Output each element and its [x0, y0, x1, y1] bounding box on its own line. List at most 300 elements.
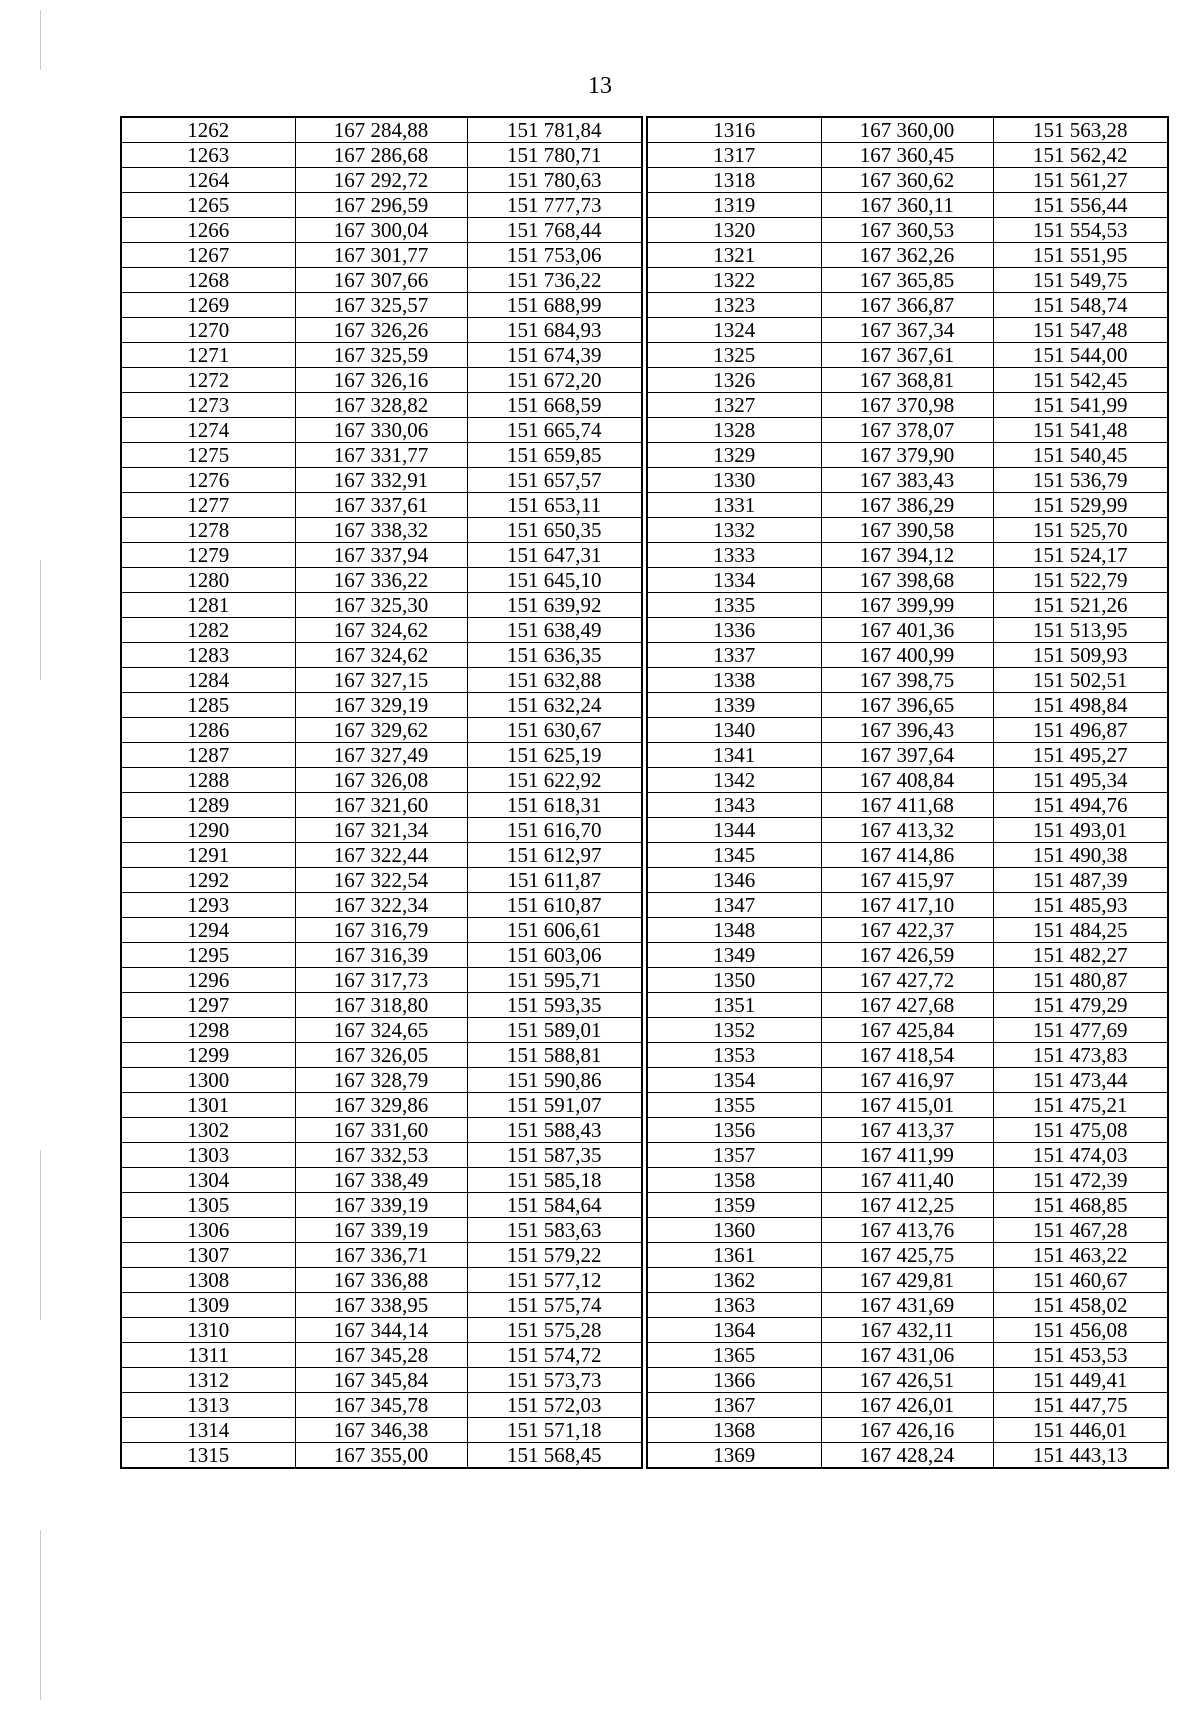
x-coordinate-cell: 167 411,68 — [821, 793, 993, 818]
point-number-cell: 1296 — [121, 968, 295, 993]
y-coordinate-cell: 151 474,03 — [993, 1143, 1168, 1168]
y-coordinate-cell: 151 522,79 — [993, 568, 1168, 593]
table-row — [121, 518, 642, 543]
table-row — [647, 468, 1168, 493]
point-number-cell: 1299 — [121, 1043, 295, 1068]
table-row — [647, 218, 1168, 243]
y-coordinate-cell: 151 542,45 — [993, 368, 1168, 393]
table-row — [121, 117, 642, 143]
table-row — [121, 568, 642, 593]
x-coordinate-cell: 167 326,26 — [295, 318, 467, 343]
table-row — [121, 768, 642, 793]
point-number-cell: 1326 — [647, 368, 821, 393]
point-number-cell: 1350 — [647, 968, 821, 993]
y-coordinate-cell: 151 674,39 — [467, 343, 642, 368]
y-coordinate-cell: 151 659,85 — [467, 443, 642, 468]
table-row — [121, 468, 642, 493]
y-coordinate-cell: 151 606,61 — [467, 918, 642, 943]
point-number-cell: 1346 — [647, 868, 821, 893]
x-coordinate-cell: 167 317,73 — [295, 968, 467, 993]
point-number-cell: 1267 — [121, 243, 295, 268]
point-number-cell: 1324 — [647, 318, 821, 343]
table-row — [121, 1418, 642, 1443]
y-coordinate-cell: 151 536,79 — [993, 468, 1168, 493]
point-number-cell: 1275 — [121, 443, 295, 468]
table-row — [647, 268, 1168, 293]
y-coordinate-cell: 151 484,25 — [993, 918, 1168, 943]
y-coordinate-cell: 151 636,35 — [467, 643, 642, 668]
point-number-cell: 1264 — [121, 168, 295, 193]
x-coordinate-cell: 167 322,44 — [295, 843, 467, 868]
y-coordinate-cell: 151 529,99 — [993, 493, 1168, 518]
x-coordinate-cell: 167 398,68 — [821, 568, 993, 593]
table-row — [647, 568, 1168, 593]
table-row — [647, 1193, 1168, 1218]
x-coordinate-cell: 167 322,54 — [295, 868, 467, 893]
y-coordinate-cell: 151 591,07 — [467, 1093, 642, 1118]
table-row — [647, 918, 1168, 943]
x-coordinate-cell: 167 345,78 — [295, 1393, 467, 1418]
table-row — [121, 893, 642, 918]
x-coordinate-cell: 167 360,45 — [821, 143, 993, 168]
x-coordinate-cell: 167 415,97 — [821, 868, 993, 893]
table-row — [647, 843, 1168, 868]
y-coordinate-cell: 151 562,42 — [993, 143, 1168, 168]
x-coordinate-cell: 167 394,12 — [821, 543, 993, 568]
x-coordinate-cell: 167 367,34 — [821, 318, 993, 343]
y-coordinate-cell: 151 541,48 — [993, 418, 1168, 443]
table-row — [121, 1193, 642, 1218]
point-number-cell: 1286 — [121, 718, 295, 743]
table-row — [647, 1268, 1168, 1293]
x-coordinate-cell: 167 336,22 — [295, 568, 467, 593]
x-coordinate-cell: 167 329,19 — [295, 693, 467, 718]
point-number-cell: 1323 — [647, 293, 821, 318]
y-coordinate-cell: 151 568,45 — [467, 1443, 642, 1469]
y-coordinate-cell: 151 496,87 — [993, 718, 1168, 743]
x-coordinate-cell: 167 390,58 — [821, 518, 993, 543]
point-number-cell: 1369 — [647, 1443, 821, 1469]
x-coordinate-cell: 167 360,62 — [821, 168, 993, 193]
table-row — [647, 1318, 1168, 1343]
x-coordinate-cell: 167 318,80 — [295, 993, 467, 1018]
table-row — [121, 268, 642, 293]
y-coordinate-cell: 151 561,27 — [993, 168, 1168, 193]
table-row — [647, 1243, 1168, 1268]
point-number-cell: 1271 — [121, 343, 295, 368]
x-coordinate-cell: 167 408,84 — [821, 768, 993, 793]
point-number-cell: 1301 — [121, 1093, 295, 1118]
table-row — [121, 1018, 642, 1043]
table-row — [647, 643, 1168, 668]
x-coordinate-cell: 167 336,88 — [295, 1268, 467, 1293]
y-coordinate-cell: 151 493,01 — [993, 818, 1168, 843]
x-coordinate-cell: 167 292,72 — [295, 168, 467, 193]
point-number-cell: 1288 — [121, 768, 295, 793]
table-row — [121, 818, 642, 843]
y-coordinate-cell: 151 541,99 — [993, 393, 1168, 418]
x-coordinate-cell: 167 337,61 — [295, 493, 467, 518]
y-coordinate-cell: 151 753,06 — [467, 243, 642, 268]
y-coordinate-cell: 151 688,99 — [467, 293, 642, 318]
point-number-cell: 1285 — [121, 693, 295, 718]
table-row — [121, 1293, 642, 1318]
x-coordinate-cell: 167 325,30 — [295, 593, 467, 618]
y-coordinate-cell: 151 585,18 — [467, 1168, 642, 1193]
coordinates-table-left — [120, 116, 643, 1469]
x-coordinate-cell: 167 401,36 — [821, 618, 993, 643]
x-coordinate-cell: 167 422,37 — [821, 918, 993, 943]
point-number-cell: 1268 — [121, 268, 295, 293]
y-coordinate-cell: 151 453,53 — [993, 1343, 1168, 1368]
point-number-cell: 1278 — [121, 518, 295, 543]
point-number-cell: 1319 — [647, 193, 821, 218]
y-coordinate-cell: 151 668,59 — [467, 393, 642, 418]
x-coordinate-cell: 167 432,11 — [821, 1318, 993, 1343]
point-number-cell: 1292 — [121, 868, 295, 893]
x-coordinate-cell: 167 370,98 — [821, 393, 993, 418]
table-row — [121, 1368, 642, 1393]
page-number: 13 — [588, 73, 612, 99]
point-number-cell: 1293 — [121, 893, 295, 918]
x-coordinate-cell: 167 337,94 — [295, 543, 467, 568]
y-coordinate-cell: 151 610,87 — [467, 893, 642, 918]
x-coordinate-cell: 167 429,81 — [821, 1268, 993, 1293]
x-coordinate-cell: 167 284,88 — [295, 117, 467, 143]
table-row — [121, 793, 642, 818]
x-coordinate-cell: 167 426,16 — [821, 1418, 993, 1443]
point-number-cell: 1287 — [121, 743, 295, 768]
x-coordinate-cell: 167 426,59 — [821, 943, 993, 968]
y-coordinate-cell: 151 575,74 — [467, 1293, 642, 1318]
point-number-cell: 1367 — [647, 1393, 821, 1418]
table-row — [121, 1143, 642, 1168]
x-coordinate-cell: 167 425,84 — [821, 1018, 993, 1043]
y-coordinate-cell: 151 487,39 — [993, 868, 1168, 893]
y-coordinate-cell: 151 589,01 — [467, 1018, 642, 1043]
table-row — [121, 1218, 642, 1243]
table-row — [647, 1168, 1168, 1193]
x-coordinate-cell: 167 331,77 — [295, 443, 467, 468]
point-number-cell: 1263 — [121, 143, 295, 168]
point-number-cell: 1363 — [647, 1293, 821, 1318]
x-coordinate-cell: 167 431,06 — [821, 1343, 993, 1368]
y-coordinate-cell: 151 593,35 — [467, 993, 642, 1018]
scan-artifact-line — [40, 560, 41, 680]
point-number-cell: 1306 — [121, 1218, 295, 1243]
table-row — [121, 1093, 642, 1118]
point-number-cell: 1315 — [121, 1443, 295, 1469]
point-number-cell: 1298 — [121, 1018, 295, 1043]
x-coordinate-cell: 167 325,59 — [295, 343, 467, 368]
point-number-cell: 1332 — [647, 518, 821, 543]
x-coordinate-cell: 167 413,37 — [821, 1118, 993, 1143]
point-number-cell: 1327 — [647, 393, 821, 418]
table-row — [647, 168, 1168, 193]
table-row — [647, 793, 1168, 818]
x-coordinate-cell: 167 365,85 — [821, 268, 993, 293]
x-coordinate-cell: 167 307,66 — [295, 268, 467, 293]
table-row — [121, 593, 642, 618]
point-number-cell: 1328 — [647, 418, 821, 443]
point-number-cell: 1294 — [121, 918, 295, 943]
point-number-cell: 1282 — [121, 618, 295, 643]
table-row — [647, 893, 1168, 918]
table-row — [121, 1043, 642, 1068]
point-number-cell: 1331 — [647, 493, 821, 518]
point-number-cell: 1359 — [647, 1193, 821, 1218]
table-row — [647, 618, 1168, 643]
point-number-cell: 1281 — [121, 593, 295, 618]
x-coordinate-cell: 167 327,15 — [295, 668, 467, 693]
y-coordinate-cell: 151 575,28 — [467, 1318, 642, 1343]
point-number-cell: 1351 — [647, 993, 821, 1018]
x-coordinate-cell: 167 324,65 — [295, 1018, 467, 1043]
table-row — [647, 718, 1168, 743]
point-number-cell: 1320 — [647, 218, 821, 243]
x-coordinate-cell: 167 301,77 — [295, 243, 467, 268]
y-coordinate-cell: 151 595,71 — [467, 968, 642, 993]
y-coordinate-cell: 151 588,81 — [467, 1043, 642, 1068]
y-coordinate-cell: 151 498,84 — [993, 693, 1168, 718]
table-row — [121, 693, 642, 718]
table-row — [121, 1068, 642, 1093]
y-coordinate-cell: 151 630,67 — [467, 718, 642, 743]
y-coordinate-cell: 151 521,26 — [993, 593, 1168, 618]
point-number-cell: 1300 — [121, 1068, 295, 1093]
table-row — [121, 293, 642, 318]
x-coordinate-cell: 167 366,87 — [821, 293, 993, 318]
point-number-cell: 1354 — [647, 1068, 821, 1093]
y-coordinate-cell: 151 547,48 — [993, 318, 1168, 343]
x-coordinate-cell: 167 360,00 — [821, 117, 993, 143]
y-coordinate-cell: 151 657,57 — [467, 468, 642, 493]
point-number-cell: 1343 — [647, 793, 821, 818]
table-row — [647, 1118, 1168, 1143]
table-row — [121, 343, 642, 368]
y-coordinate-cell: 151 485,93 — [993, 893, 1168, 918]
table-row — [647, 818, 1168, 843]
y-coordinate-cell: 151 475,08 — [993, 1118, 1168, 1143]
table-row — [121, 418, 642, 443]
point-number-cell: 1284 — [121, 668, 295, 693]
table-row — [647, 1093, 1168, 1118]
y-coordinate-cell: 151 495,34 — [993, 768, 1168, 793]
x-coordinate-cell: 167 338,95 — [295, 1293, 467, 1318]
point-number-cell: 1348 — [647, 918, 821, 943]
point-number-cell: 1366 — [647, 1368, 821, 1393]
point-number-cell: 1358 — [647, 1168, 821, 1193]
x-coordinate-cell: 167 328,79 — [295, 1068, 467, 1093]
point-number-cell: 1266 — [121, 218, 295, 243]
x-coordinate-cell: 167 414,86 — [821, 843, 993, 868]
x-coordinate-cell: 167 379,90 — [821, 443, 993, 468]
x-coordinate-cell: 167 345,84 — [295, 1368, 467, 1393]
y-coordinate-cell: 151 460,67 — [993, 1268, 1168, 1293]
point-number-cell: 1317 — [647, 143, 821, 168]
point-number-cell: 1368 — [647, 1418, 821, 1443]
point-number-cell: 1361 — [647, 1243, 821, 1268]
point-number-cell: 1304 — [121, 1168, 295, 1193]
coordinates-table-right — [646, 116, 1169, 1469]
scan-artifact-line — [40, 1150, 41, 1320]
table-row — [121, 193, 642, 218]
x-coordinate-cell: 167 355,00 — [295, 1443, 467, 1469]
table-row — [647, 243, 1168, 268]
y-coordinate-cell: 151 473,44 — [993, 1068, 1168, 1093]
y-coordinate-cell: 151 645,10 — [467, 568, 642, 593]
y-coordinate-cell: 151 563,28 — [993, 117, 1168, 143]
point-number-cell: 1280 — [121, 568, 295, 593]
x-coordinate-cell: 167 286,68 — [295, 143, 467, 168]
y-coordinate-cell: 151 618,31 — [467, 793, 642, 818]
table-row — [647, 393, 1168, 418]
y-coordinate-cell: 151 625,19 — [467, 743, 642, 768]
y-coordinate-cell: 151 587,35 — [467, 1143, 642, 1168]
x-coordinate-cell: 167 411,99 — [821, 1143, 993, 1168]
table-row — [121, 1343, 642, 1368]
point-number-cell: 1325 — [647, 343, 821, 368]
x-coordinate-cell: 167 396,65 — [821, 693, 993, 718]
x-coordinate-cell: 167 368,81 — [821, 368, 993, 393]
y-coordinate-cell: 151 551,95 — [993, 243, 1168, 268]
table-row — [647, 743, 1168, 768]
y-coordinate-cell: 151 577,12 — [467, 1268, 642, 1293]
table-row — [647, 493, 1168, 518]
y-coordinate-cell: 151 650,35 — [467, 518, 642, 543]
x-coordinate-cell: 167 329,62 — [295, 718, 467, 743]
table-row — [121, 643, 642, 668]
y-coordinate-cell: 151 549,75 — [993, 268, 1168, 293]
point-number-cell: 1321 — [647, 243, 821, 268]
x-coordinate-cell: 167 326,16 — [295, 368, 467, 393]
y-coordinate-cell: 151 653,11 — [467, 493, 642, 518]
y-coordinate-cell: 151 458,02 — [993, 1293, 1168, 1318]
point-number-cell: 1274 — [121, 418, 295, 443]
table-row — [647, 318, 1168, 343]
table-row — [121, 1118, 642, 1143]
y-coordinate-cell: 151 574,72 — [467, 1343, 642, 1368]
point-number-cell: 1347 — [647, 893, 821, 918]
table-row — [121, 1443, 642, 1469]
table-row — [121, 618, 642, 643]
point-number-cell: 1342 — [647, 768, 821, 793]
point-number-cell: 1345 — [647, 843, 821, 868]
y-coordinate-cell: 151 556,44 — [993, 193, 1168, 218]
point-number-cell: 1353 — [647, 1043, 821, 1068]
x-coordinate-cell: 167 336,71 — [295, 1243, 467, 1268]
table-row — [647, 1393, 1168, 1418]
point-number-cell: 1356 — [647, 1118, 821, 1143]
point-number-cell: 1312 — [121, 1368, 295, 1393]
y-coordinate-cell: 151 467,28 — [993, 1218, 1168, 1243]
x-coordinate-cell: 167 367,61 — [821, 343, 993, 368]
point-number-cell: 1322 — [647, 268, 821, 293]
point-number-cell: 1333 — [647, 543, 821, 568]
x-coordinate-cell: 167 344,14 — [295, 1318, 467, 1343]
y-coordinate-cell: 151 524,17 — [993, 543, 1168, 568]
table-row — [647, 117, 1168, 143]
y-coordinate-cell: 151 513,95 — [993, 618, 1168, 643]
table-row — [647, 293, 1168, 318]
point-number-cell: 1302 — [121, 1118, 295, 1143]
y-coordinate-cell: 151 647,31 — [467, 543, 642, 568]
y-coordinate-cell: 151 509,93 — [993, 643, 1168, 668]
y-coordinate-cell: 151 447,75 — [993, 1393, 1168, 1418]
point-number-cell: 1340 — [647, 718, 821, 743]
point-number-cell: 1329 — [647, 443, 821, 468]
y-coordinate-cell: 151 639,92 — [467, 593, 642, 618]
table-row — [647, 143, 1168, 168]
y-coordinate-cell: 151 603,06 — [467, 943, 642, 968]
y-coordinate-cell: 151 584,64 — [467, 1193, 642, 1218]
point-number-cell: 1262 — [121, 117, 295, 143]
x-coordinate-cell: 167 324,62 — [295, 643, 467, 668]
point-number-cell: 1352 — [647, 1018, 821, 1043]
table-row — [121, 993, 642, 1018]
x-coordinate-cell: 167 400,99 — [821, 643, 993, 668]
y-coordinate-cell: 151 571,18 — [467, 1418, 642, 1443]
y-coordinate-cell: 151 472,39 — [993, 1168, 1168, 1193]
point-number-cell: 1314 — [121, 1418, 295, 1443]
y-coordinate-cell: 151 780,71 — [467, 143, 642, 168]
point-number-cell: 1337 — [647, 643, 821, 668]
x-coordinate-cell: 167 331,60 — [295, 1118, 467, 1143]
table-row — [121, 668, 642, 693]
table-row — [121, 1318, 642, 1343]
point-number-cell: 1279 — [121, 543, 295, 568]
point-number-cell: 1341 — [647, 743, 821, 768]
y-coordinate-cell: 151 449,41 — [993, 1368, 1168, 1393]
y-coordinate-cell: 151 579,22 — [467, 1243, 642, 1268]
y-coordinate-cell: 151 502,51 — [993, 668, 1168, 693]
point-number-cell: 1297 — [121, 993, 295, 1018]
y-coordinate-cell: 151 781,84 — [467, 117, 642, 143]
x-coordinate-cell: 167 396,43 — [821, 718, 993, 743]
y-coordinate-cell: 151 583,63 — [467, 1218, 642, 1243]
table-row — [647, 1143, 1168, 1168]
y-coordinate-cell: 151 611,87 — [467, 868, 642, 893]
y-coordinate-cell: 151 612,97 — [467, 843, 642, 868]
x-coordinate-cell: 167 326,05 — [295, 1043, 467, 1068]
table-row — [121, 918, 642, 943]
table-row — [647, 1418, 1168, 1443]
x-coordinate-cell: 167 413,32 — [821, 818, 993, 843]
x-coordinate-cell: 167 378,07 — [821, 418, 993, 443]
point-number-cell: 1272 — [121, 368, 295, 393]
table-row — [121, 1243, 642, 1268]
table-row — [121, 543, 642, 568]
point-number-cell: 1289 — [121, 793, 295, 818]
x-coordinate-cell: 167 412,25 — [821, 1193, 993, 1218]
point-number-cell: 1308 — [121, 1268, 295, 1293]
y-coordinate-cell: 151 468,85 — [993, 1193, 1168, 1218]
table-row — [121, 493, 642, 518]
y-coordinate-cell: 151 672,20 — [467, 368, 642, 393]
x-coordinate-cell: 167 296,59 — [295, 193, 467, 218]
y-coordinate-cell: 151 780,63 — [467, 168, 642, 193]
x-coordinate-cell: 167 383,43 — [821, 468, 993, 493]
point-number-cell: 1273 — [121, 393, 295, 418]
table-row — [121, 218, 642, 243]
table-row — [647, 868, 1168, 893]
point-number-cell: 1365 — [647, 1343, 821, 1368]
table-row — [647, 518, 1168, 543]
x-coordinate-cell: 167 360,11 — [821, 193, 993, 218]
point-number-cell: 1310 — [121, 1318, 295, 1343]
table-row — [647, 193, 1168, 218]
x-coordinate-cell: 167 345,28 — [295, 1343, 467, 1368]
